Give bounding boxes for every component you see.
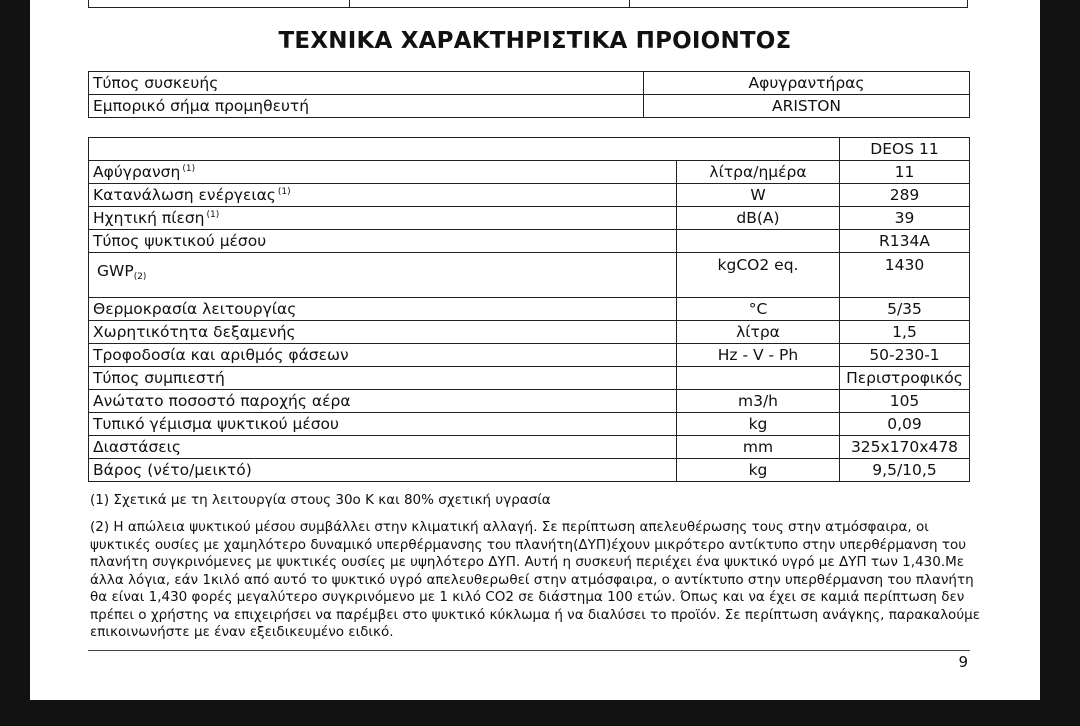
spec-label (89, 184, 677, 207)
spec-value: 11 (840, 161, 970, 184)
spec-label-text: Τύπος ψυκτικού μέσου (93, 232, 267, 250)
spec-label (89, 413, 677, 436)
table-row (89, 230, 970, 253)
spec-unit: kg (677, 413, 840, 436)
footnote-1: (1) Σχετικά με τη λειτουργία στους 30ο Κ και 80% σχετική υγρασία (90, 492, 551, 508)
info-label: Τύπος συσκευής (89, 72, 644, 95)
spec-label (89, 344, 677, 367)
spec-value: 325x170x478 (840, 436, 970, 459)
spec-value: 9,5/10,5 (840, 459, 970, 482)
table-row (89, 207, 970, 230)
spec-unit: λίτρα/ημέρα (677, 161, 840, 184)
spec-unit (677, 367, 840, 390)
spec-label (89, 436, 677, 459)
spec-label-text: Θερμοκρασία λειτουργίας (93, 300, 297, 318)
spec-label-text: Κατανάλωση ενέργειας (93, 186, 276, 204)
spec-unit (677, 230, 840, 253)
document-page (30, 0, 1040, 700)
spec-unit: m3/h (677, 390, 840, 413)
footnote-marker: (1) (182, 164, 196, 174)
info-value: Αφυγραντήρας (644, 72, 970, 95)
spec-label (89, 253, 677, 298)
spec-label-text: GWP (97, 262, 134, 280)
table-row (89, 72, 970, 95)
page-number: 9 (958, 653, 968, 671)
spec-value: 50-230-1 (840, 344, 970, 367)
spec-label-text: Βάρος (νέτο/μεικτό) (93, 461, 252, 479)
spec-unit: kgCO2 eq. (677, 253, 840, 298)
footnote-marker: (1) (206, 210, 220, 220)
table-row (89, 459, 970, 482)
spec-label (89, 367, 677, 390)
info-value: ARISTON (644, 95, 970, 118)
spec-value: 289 (840, 184, 970, 207)
spec-value: 0,09 (840, 413, 970, 436)
spec-unit: mm (677, 436, 840, 459)
spec-label-text: Τροφοδοσία και αριθμός φάσεων (93, 346, 349, 364)
spec-label-text: Τυπικό γέμισμα ψυκτικού μέσου (93, 415, 339, 433)
spec-label-text: Τύπος συμπιεστή (93, 369, 225, 387)
model-header: DEOS 11 (840, 138, 970, 161)
table-row (89, 253, 970, 298)
spec-label (89, 459, 677, 482)
spec-label (89, 390, 677, 413)
table-row (89, 298, 970, 321)
info-label: Εμπορικό σήμα προμηθευτή (89, 95, 644, 118)
spec-unit: λίτρα (677, 321, 840, 344)
product-info-table (88, 71, 970, 118)
spec-label (89, 298, 677, 321)
spec-label-text: Ηχητική πίεση (93, 209, 205, 227)
specs-table (88, 137, 970, 482)
footnote-marker: (1) (277, 187, 291, 197)
spec-label (89, 207, 677, 230)
table-row (89, 344, 970, 367)
spec-unit: W (677, 184, 840, 207)
table-row (89, 184, 970, 207)
page-title: ΤΕΧΝΙΚΑ ΧΑΡΑΚΤΗΡΙΣΤΙΚΑ ΠΡΟΙΟΝΤΟΣ (278, 28, 792, 54)
spec-unit: dB(A) (677, 207, 840, 230)
spec-value: 5/35 (840, 298, 970, 321)
table-row (89, 367, 970, 390)
spec-label (89, 230, 677, 253)
table-row (89, 390, 970, 413)
table-row (89, 413, 970, 436)
spec-value: 105 (840, 390, 970, 413)
spec-unit: Hz - V - Ph (677, 344, 840, 367)
spec-label-text: Χωρητικότητα δεξαμενής (93, 323, 296, 341)
table-header-row (89, 138, 970, 161)
spec-value: 39 (840, 207, 970, 230)
spec-unit: kg (677, 459, 840, 482)
table-row (89, 95, 970, 118)
spec-label (89, 321, 677, 344)
spec-value: R134A (840, 230, 970, 253)
spec-unit: °C (677, 298, 840, 321)
spec-value: 1430 (840, 253, 970, 298)
table-row (89, 321, 970, 344)
spec-value: Περιστροφικός (840, 367, 970, 390)
footer-divider (88, 650, 970, 651)
spec-label (89, 161, 677, 184)
footnote-marker: (2) (133, 272, 147, 282)
spec-label-text: Διαστάσεις (93, 438, 181, 456)
footnote-2: (2) Η απώλεια ψυκτικού μέσου συμβάλλει στην κλιματική αλλαγή. Σε περίπτωση απελευθέρωσης τους στην ατμόσφαιρα, οι ψυκτικές ουσίες με χαμηλότερο δυναμικό υπερθέρμανσης του πλανήτη(ΔΥΠ)έχουν μικρότερο αντίκτυπο στην υπερθέρμανση του πλανήτη συγκρινόμενες με ψυκτικές ουσίες με υψηλότερο ΔΥΠ. Αυτή η συσκευή περιέχει ένα ψυκτικό υγρό με ΔΥΠ των 1,430.Με άλλα λόγια, εάν 1κιλό από αυτό το ψυκτικό υγρό απελευθερωθεί στην ατμόσφαιρα, ο αντίκτυπο στην υπερθέρμανση του πλανήτη θα είναι 1,430 φορές μεγαλύτερο συγκρινόμενο με 1 κιλό CO2 σε διάστημα 100 ετών. Όπως και να έχει σε καμιά περίπτωση δεν πρέπει ο χρήστης να επιχειρήσει να παρέμβει στο ψυκτικό κύκλωμα ή να διαλύσει το προϊόν. Σε περίπτωση ανάγκης, παρακαλούμε επικοινωνήστε με έναν εξειδικευμένο ειδικό. (90, 519, 981, 640)
spec-label-text: Αφύγρανση (93, 163, 181, 181)
previous-table-fragment (88, 0, 968, 8)
spec-value: 1,5 (840, 321, 970, 344)
spec-label-text: Ανώτατο ποσοστό παροχής αέρα (93, 392, 351, 410)
table-row (89, 436, 970, 459)
table-row (89, 161, 970, 184)
